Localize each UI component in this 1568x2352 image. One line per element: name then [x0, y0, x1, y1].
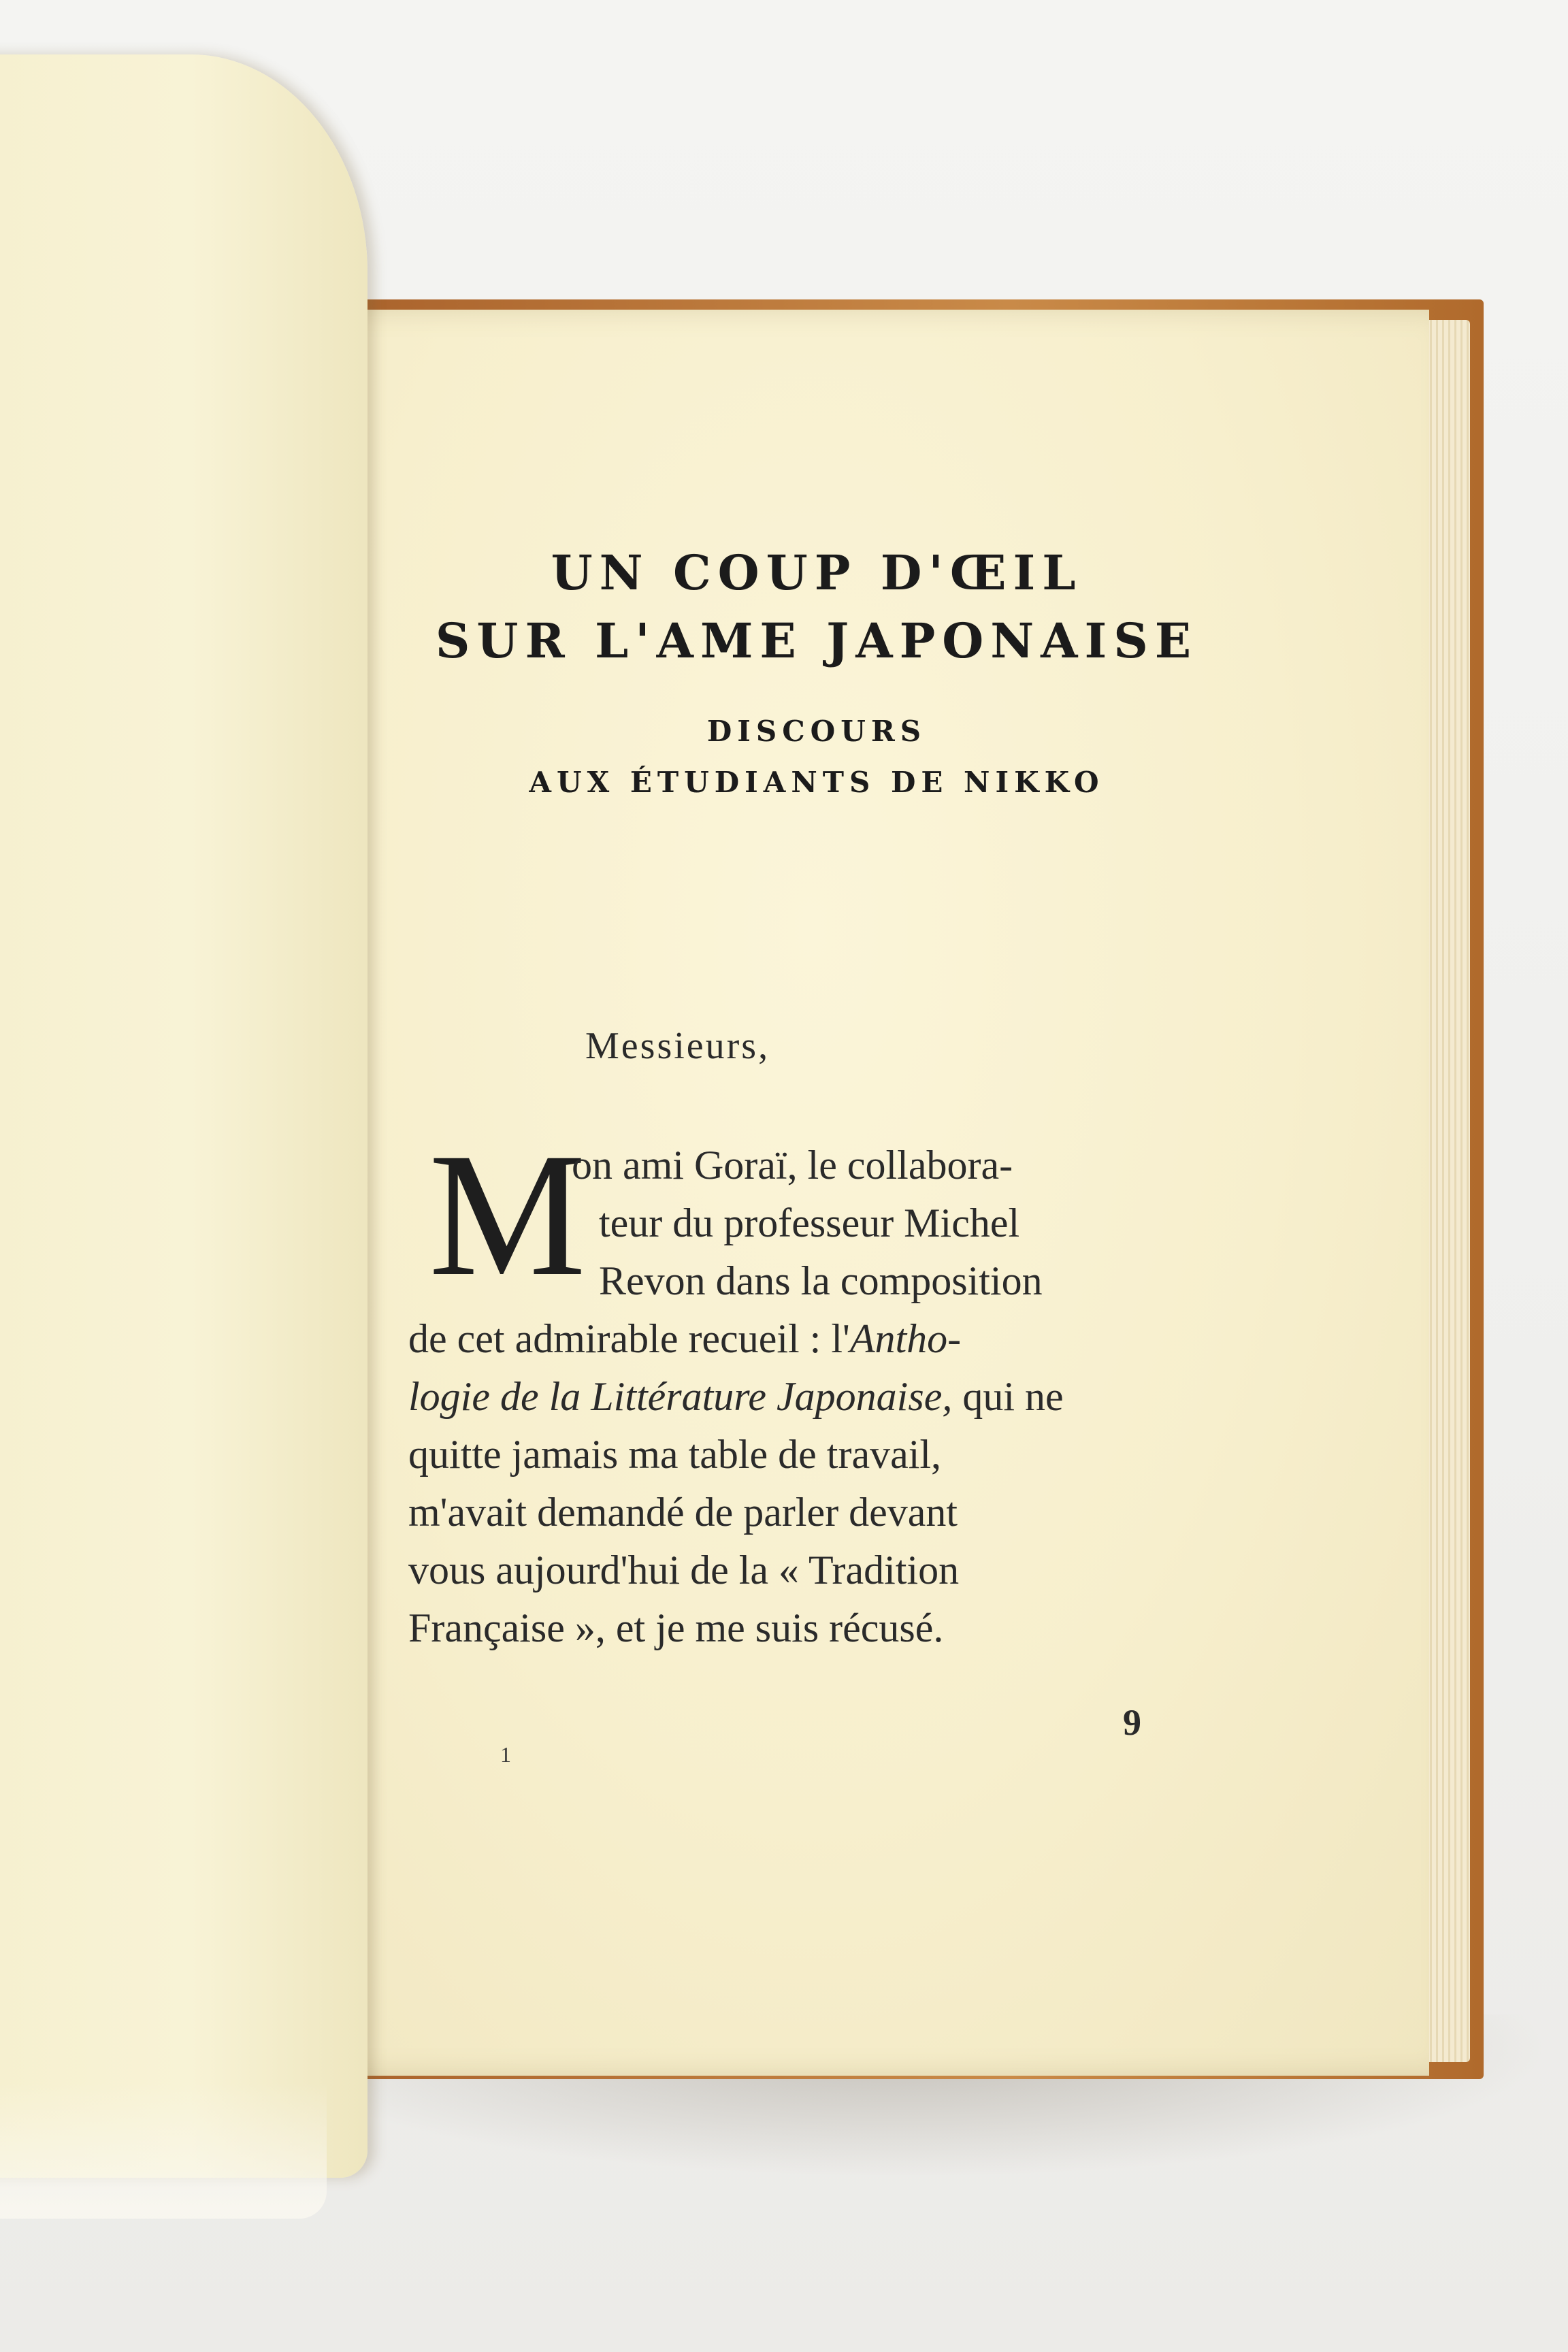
text-line: on ami Goraï, le collabora- [572, 1143, 1013, 1188]
text-line: Revon dans la composition [599, 1258, 1043, 1303]
subtitle-line-2: AUX ÉTUDIANTS DE NIKKO [529, 766, 1105, 799]
text-line: vous aujourd'hui de la « Tradition [408, 1548, 960, 1592]
title-line-1: UN COUP D'ŒIL [551, 544, 1083, 601]
text-line: logie de la Littérature Japonaise, qui ne [408, 1374, 1064, 1419]
drop-cap: M [429, 1117, 587, 1313]
text-line: quitte jamais ma table de travail, [408, 1432, 942, 1477]
page-number: 9 [1123, 1702, 1141, 1743]
salutation: Messieurs, [585, 1025, 770, 1067]
signature-mark: 1 [500, 1742, 511, 1767]
subtitle-line-1: DISCOURS [706, 715, 927, 748]
text-line: m'avait demandé de parler devant [408, 1490, 958, 1535]
title-line-2: SUR L'AME JAPONAISE [435, 612, 1198, 669]
left-page [0, 54, 368, 2178]
text-line: Française », et je me suis récusé. [408, 1605, 944, 1650]
text-line: de cet admirable recueil : l'Antho- [408, 1316, 962, 1361]
left-page-edge [0, 2082, 327, 2219]
text-line: teur du professeur Michel [599, 1200, 1020, 1245]
